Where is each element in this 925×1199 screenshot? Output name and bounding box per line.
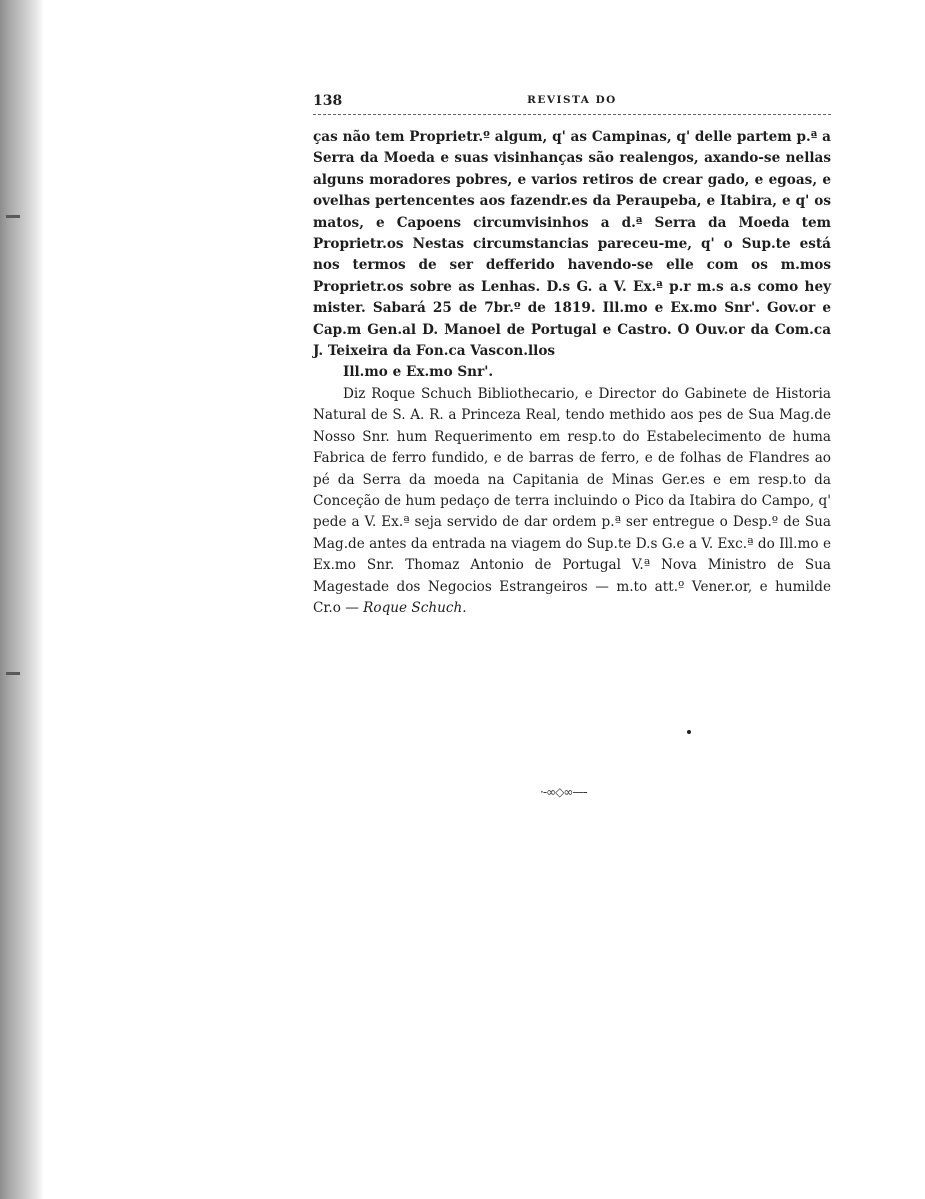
- header-rule: [313, 114, 831, 115]
- running-head: [313, 93, 831, 111]
- document-page: [313, 93, 831, 619]
- page-number: 138: [313, 93, 343, 109]
- paragraph-salutation: Ill.mo e Ex.mo Snr'.: [343, 364, 494, 381]
- body-text: [313, 127, 831, 619]
- spine-mark: [6, 672, 20, 675]
- paragraph-report: ças não tem Proprietr.º algum, q' as Campinas, q' delle partem p.ª a Serra da Moeda e suas visinhanças são realengos, axando-se nellas alguns moradores pobres, e varios retiros de crear gado, e egoas, e ovelhas pertencentes aos fazendr.es da Peraupeba, e Itabira, e q' os matos, e Capoens circumvisinhos a d.ª Serra da Moeda tem Proprietr.os Nestas circumstancias pareceu-me, q' o Sup.te está nos termos de ser defferido havendo-se elle com os m.mos Proprietr.os sobre as Lenhas. D.s G. a V. Ex.ª p.r m.s a.s como hey mister. Sabará 25 de 7br.º de 1819. Ill.mo e Ex.mo Snr'. Gov.or e Cap.m Gen.al D. Manoel de Portugal e Castro. O Ouv.or da Com.ca J. Teixeira da Fon.ca Vascon.llos: [313, 129, 831, 360]
- stray-ink-dot: [687, 730, 691, 734]
- petition-text: Diz Roque Schuch Bibliothecario, e Director do Gabinete de Historia Natural de S. A. R. a Princeza Real, tendo methido aos pes de Sua Mag.de Nosso Snr. hum Requerimento em resp.to do Estabelecimento de huma Fabrica de ferro fundido, e de barras de ferro, e de folhas de Flandres ao pé da Serra da moeda na Capitania de Minas Ger.es e em resp.to da Conceção de hum pedaço de terra incluindo o Pico da Itabira do Campo, q' pede a V. Ex.ª seja servido de dar ordem p.ª ser entregue o Desp.º de Sua Mag.de antes da entrada na viagem do Sup.te D.s G.e a V. Exc.ª do Ill.mo e Ex.mo Snr. Thomaz Antonio de Portugal V.ª Nova Ministro de Sua Magestade dos Negocios Estrangeiros — m.to att.º Vener.or, e humilde Cr.o —: [313, 385, 831, 616]
- spine-mark: [6, 215, 20, 218]
- ornament-divider: ·-∞◇∞—-: [540, 785, 587, 799]
- signature: Roque Schuch.: [363, 599, 467, 616]
- paragraph-petition: [313, 384, 831, 619]
- running-title: REVISTA DO: [527, 94, 617, 106]
- book-spine-shadow: [0, 0, 44, 1199]
